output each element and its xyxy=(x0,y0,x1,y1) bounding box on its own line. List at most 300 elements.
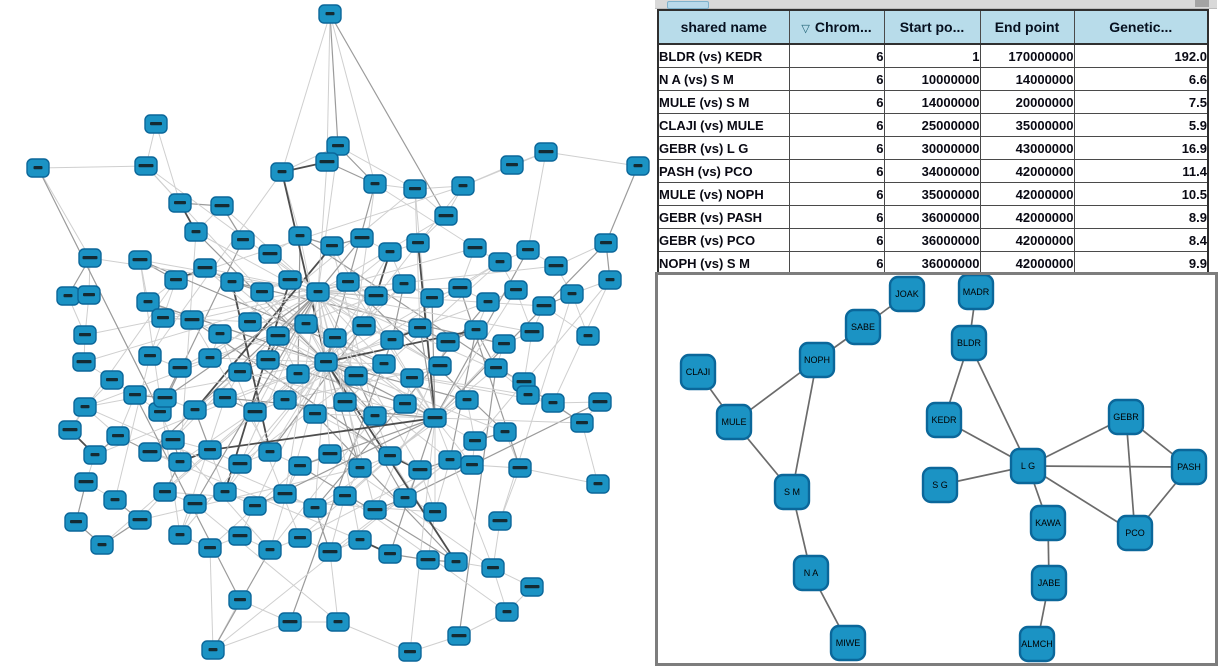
node-label xyxy=(176,533,185,536)
network-node[interactable] xyxy=(84,446,106,464)
network-node[interactable] xyxy=(501,156,523,174)
cell-value[interactable]: 1 xyxy=(884,44,980,68)
cell-value[interactable]: 42000000 xyxy=(980,206,1074,229)
node-label xyxy=(525,585,540,588)
network-node[interactable] xyxy=(229,527,251,545)
edge-attribute-table xyxy=(657,9,1209,276)
cell-value[interactable]: 36000000 xyxy=(884,229,980,252)
network-node[interactable] xyxy=(364,175,386,193)
network-node[interactable] xyxy=(409,461,431,479)
cell-value[interactable]: 25000000 xyxy=(884,114,980,137)
network-node[interactable] xyxy=(477,293,499,311)
column-header-label: Chrom... xyxy=(814,19,872,35)
cell-value[interactable]: 42000000 xyxy=(980,229,1074,252)
network-node[interactable] xyxy=(394,395,416,413)
network-node[interactable] xyxy=(417,551,439,569)
network-node[interactable] xyxy=(279,271,301,289)
cell-value[interactable]: 30000000 xyxy=(884,137,980,160)
node-label xyxy=(399,402,411,405)
cell-value[interactable]: 36000000 xyxy=(884,206,980,229)
node-label xyxy=(281,398,290,401)
network-node[interactable] xyxy=(379,545,401,563)
network-node[interactable] xyxy=(274,391,296,409)
network-node[interactable] xyxy=(185,223,207,241)
network-node[interactable] xyxy=(274,485,296,503)
network-node[interactable] xyxy=(449,279,471,297)
subnetwork-node-mule[interactable] xyxy=(717,405,751,439)
network-node[interactable] xyxy=(334,487,356,505)
network-node[interactable] xyxy=(315,353,337,371)
node-label xyxy=(294,372,303,375)
network-edge xyxy=(38,166,146,168)
cell-value[interactable]: 8.4 xyxy=(1074,229,1208,252)
network-node[interactable] xyxy=(489,512,511,530)
node-label xyxy=(234,370,246,373)
node-label xyxy=(371,414,380,417)
cell-value[interactable]: 192.0 xyxy=(1074,44,1208,68)
table-row[interactable] xyxy=(658,44,1208,68)
network-node[interactable] xyxy=(279,613,301,631)
network-node[interactable] xyxy=(91,536,113,554)
network-node[interactable] xyxy=(364,407,386,425)
node-label xyxy=(466,463,478,466)
network-node[interactable] xyxy=(345,367,367,385)
network-node[interactable] xyxy=(424,503,446,521)
subnetwork-node-kawa[interactable] xyxy=(1031,506,1065,540)
node-label xyxy=(166,438,181,441)
cell-value[interactable]: 36000000 xyxy=(884,252,980,276)
network-node[interactable] xyxy=(232,231,254,249)
cell-value[interactable]: 6.6 xyxy=(1074,68,1208,91)
subnetwork-node-gebr[interactable] xyxy=(1109,400,1143,434)
network-node[interactable] xyxy=(259,443,281,461)
node-label xyxy=(496,260,505,263)
network-node[interactable] xyxy=(535,143,557,161)
cell-shared-name[interactable]: GEBR (vs) PCO xyxy=(658,229,789,252)
subnetwork-node-madr[interactable] xyxy=(959,275,993,309)
network-node[interactable] xyxy=(464,432,486,450)
node-label xyxy=(111,498,120,501)
cell-value[interactable]: 6 xyxy=(789,44,884,68)
network-node[interactable] xyxy=(211,197,233,215)
cell-value[interactable]: 16.9 xyxy=(1074,137,1208,160)
cell-value[interactable]: 10.5 xyxy=(1074,183,1208,206)
network-node[interactable] xyxy=(154,483,176,501)
cell-shared-name[interactable]: NOPH (vs) S M xyxy=(658,252,789,276)
network-node[interactable] xyxy=(445,553,467,571)
network-node[interactable] xyxy=(244,497,266,515)
node-label xyxy=(283,278,298,281)
node-label xyxy=(349,374,364,377)
cell-shared-name[interactable]: N A (vs) S M xyxy=(658,68,789,91)
network-node[interactable] xyxy=(289,457,311,475)
node-label xyxy=(157,316,169,319)
network-node[interactable] xyxy=(139,443,161,461)
cell-value[interactable]: 14000000 xyxy=(980,68,1074,91)
cell-value[interactable]: 43000000 xyxy=(980,137,1074,160)
network-node[interactable] xyxy=(267,327,289,345)
subnetwork-node-bldr[interactable] xyxy=(952,326,986,360)
node-label xyxy=(263,252,278,255)
network-node[interactable] xyxy=(521,578,543,596)
network-node[interactable] xyxy=(461,456,483,474)
node-label xyxy=(525,330,540,333)
network-node[interactable] xyxy=(381,331,403,349)
node-label xyxy=(384,454,396,457)
network-node[interactable] xyxy=(194,259,216,277)
network-node[interactable] xyxy=(517,241,539,259)
cell-value[interactable]: 9.9 xyxy=(1074,252,1208,276)
network-node[interactable] xyxy=(545,257,567,275)
cell-value[interactable]: 11.4 xyxy=(1074,160,1208,183)
network-node[interactable] xyxy=(199,441,221,459)
table-row[interactable] xyxy=(658,114,1208,137)
network-node[interactable] xyxy=(493,335,515,353)
subnetwork-node-pco[interactable] xyxy=(1118,516,1152,550)
network-node[interactable] xyxy=(162,431,184,449)
network-node[interactable] xyxy=(319,543,341,561)
network-node[interactable] xyxy=(505,281,527,299)
cell-value[interactable]: 6 xyxy=(789,68,884,91)
network-node[interactable] xyxy=(577,327,599,345)
cell-value[interactable]: 34000000 xyxy=(884,160,980,183)
network-node[interactable] xyxy=(494,423,516,441)
subnetwork-node-almch[interactable] xyxy=(1020,627,1054,661)
network-node[interactable] xyxy=(351,229,373,247)
network-node[interactable] xyxy=(251,283,273,301)
node-label xyxy=(452,634,467,637)
node-label xyxy=(342,280,354,283)
network-node[interactable] xyxy=(259,541,281,559)
subnetwork-node-s-g[interactable] xyxy=(923,468,957,502)
network-node[interactable] xyxy=(571,414,593,432)
column-header-start-position[interactable]: Start po... xyxy=(884,10,980,44)
node-label xyxy=(233,462,248,465)
node-label xyxy=(83,256,98,259)
network-node[interactable] xyxy=(214,483,236,501)
node-label xyxy=(221,490,230,493)
table-top-scrollbar[interactable] xyxy=(655,0,1217,9)
network-node[interactable] xyxy=(73,353,95,371)
subnetwork-node-label: N A xyxy=(803,568,819,578)
network-node[interactable] xyxy=(244,403,266,421)
node-label xyxy=(594,482,603,485)
cell-value[interactable]: 6 xyxy=(789,206,884,229)
node-label xyxy=(452,560,461,563)
network-node[interactable] xyxy=(257,351,279,369)
subnetwork-node-label: GEBR xyxy=(1113,412,1139,422)
network-node[interactable] xyxy=(169,526,191,544)
network-node[interactable] xyxy=(209,325,231,343)
network-node[interactable] xyxy=(489,253,511,271)
table-row[interactable] xyxy=(658,137,1208,160)
table-row[interactable] xyxy=(658,229,1208,252)
cell-value[interactable]: 8.9 xyxy=(1074,206,1208,229)
network-node[interactable] xyxy=(145,115,167,133)
cell-value[interactable]: 20000000 xyxy=(980,91,1074,114)
cell-shared-name[interactable]: CLAJI (vs) MULE xyxy=(658,114,789,137)
cell-value[interactable]: 6 xyxy=(789,183,884,206)
network-node[interactable] xyxy=(404,180,426,198)
network-node[interactable] xyxy=(365,287,387,305)
network-node[interactable] xyxy=(165,271,187,289)
network-edge xyxy=(38,168,90,258)
network-node[interactable] xyxy=(482,559,504,577)
cell-shared-name[interactable]: GEBR (vs) L G xyxy=(658,137,789,160)
node-label xyxy=(159,490,171,493)
network-node[interactable] xyxy=(154,389,176,407)
cell-value[interactable]: 6 xyxy=(789,114,884,137)
network-node[interactable] xyxy=(74,398,96,416)
network-node[interactable] xyxy=(169,194,191,212)
network-node[interactable] xyxy=(271,163,293,181)
network-node[interactable] xyxy=(517,386,539,404)
network-node[interactable] xyxy=(401,369,423,387)
network-node[interactable] xyxy=(316,153,338,171)
cell-value[interactable]: 170000000 xyxy=(980,44,1074,68)
network-node[interactable] xyxy=(221,273,243,291)
network-node[interactable] xyxy=(139,347,161,365)
network-node[interactable] xyxy=(78,286,100,304)
column-header-genetic[interactable]: Genetic... xyxy=(1074,10,1208,44)
network-node[interactable] xyxy=(124,386,146,404)
network-node[interactable] xyxy=(439,451,461,469)
network-node[interactable] xyxy=(135,157,157,175)
node-label xyxy=(256,290,268,293)
network-node[interactable] xyxy=(407,234,429,252)
network-node[interactable] xyxy=(229,363,251,381)
network-node[interactable] xyxy=(421,289,443,307)
network-node[interactable] xyxy=(199,539,221,557)
network-node[interactable] xyxy=(184,401,206,419)
cell-shared-name[interactable]: PASH (vs) PCO xyxy=(658,160,789,183)
network-node[interactable] xyxy=(429,357,451,375)
network-node[interactable] xyxy=(448,627,470,645)
network-node[interactable] xyxy=(287,365,309,383)
network-node[interactable] xyxy=(129,511,151,529)
network-node[interactable] xyxy=(295,315,317,333)
subnetwork-node-label: MADR xyxy=(962,287,990,297)
cell-value[interactable]: 35000000 xyxy=(980,114,1074,137)
network-node[interactable] xyxy=(321,237,343,255)
scrollbar-thumb[interactable] xyxy=(667,1,709,9)
network-node[interactable] xyxy=(304,405,326,423)
network-node[interactable] xyxy=(289,227,311,245)
cell-value[interactable]: 6 xyxy=(789,229,884,252)
network-node[interactable] xyxy=(229,455,251,473)
subnetwork-node-kedr[interactable] xyxy=(927,403,961,437)
network-node[interactable] xyxy=(104,491,126,509)
network-node[interactable] xyxy=(465,321,487,339)
network-node[interactable] xyxy=(324,329,346,347)
network-node[interactable] xyxy=(65,513,87,531)
subnetwork-node-joak[interactable] xyxy=(890,277,924,311)
network-node[interactable] xyxy=(595,234,617,252)
network-node[interactable] xyxy=(589,393,611,411)
node-label xyxy=(413,468,428,471)
node-label xyxy=(283,620,298,623)
network-node[interactable] xyxy=(79,249,101,267)
network-node[interactable] xyxy=(334,393,356,411)
network-node[interactable] xyxy=(319,445,341,463)
network-node[interactable] xyxy=(464,239,486,257)
cell-shared-name[interactable]: GEBR (vs) PASH xyxy=(658,206,789,229)
cell-shared-name[interactable]: MULE (vs) NOPH xyxy=(658,183,789,206)
subnetwork-node-label: KEDR xyxy=(931,415,957,425)
subnetwork-node-l-g[interactable] xyxy=(1011,449,1045,483)
network-node[interactable] xyxy=(349,531,371,549)
network-node[interactable] xyxy=(599,271,621,289)
cell-value[interactable]: 6 xyxy=(789,160,884,183)
table-row[interactable] xyxy=(658,68,1208,91)
network-node[interactable] xyxy=(169,453,191,471)
network-node[interactable] xyxy=(437,333,459,351)
network-node[interactable] xyxy=(107,427,129,445)
network-node[interactable] xyxy=(214,389,236,407)
network-edge xyxy=(210,548,213,650)
network-node[interactable] xyxy=(137,293,159,311)
network-node[interactable] xyxy=(27,159,49,177)
filter-icon: ▽ xyxy=(801,23,810,35)
table-row[interactable] xyxy=(658,160,1208,183)
network-node[interactable] xyxy=(337,273,359,291)
network-node[interactable] xyxy=(533,297,555,315)
subnetwork-node-miwe[interactable] xyxy=(831,626,865,660)
column-header-chromosome[interactable] xyxy=(789,10,884,44)
subnetwork-node-n-a[interactable] xyxy=(794,556,828,590)
network-node[interactable] xyxy=(485,359,507,377)
table-row[interactable] xyxy=(658,183,1208,206)
cell-value[interactable]: 14000000 xyxy=(884,91,980,114)
node-label xyxy=(338,400,353,403)
network-node[interactable] xyxy=(152,309,174,327)
network-edge xyxy=(318,162,327,292)
node-label xyxy=(266,548,275,551)
subnetwork-node-label: KAWA xyxy=(1035,518,1061,528)
network-node[interactable] xyxy=(424,409,446,427)
cell-value[interactable]: 5.9 xyxy=(1074,114,1208,137)
cell-value[interactable]: 7.5 xyxy=(1074,91,1208,114)
network-node[interactable] xyxy=(587,475,609,493)
network-node[interactable] xyxy=(202,641,224,659)
network-node[interactable] xyxy=(289,529,311,547)
node-label xyxy=(81,405,90,408)
subnetwork-node-s-m[interactable] xyxy=(775,475,809,509)
cell-value[interactable]: 10000000 xyxy=(884,68,980,91)
node-label xyxy=(98,543,107,546)
cell-value[interactable]: 35000000 xyxy=(884,183,980,206)
cell-value[interactable]: 42000000 xyxy=(980,160,1074,183)
subnetwork-node-sabe[interactable] xyxy=(846,310,880,344)
node-label xyxy=(309,412,321,415)
column-header-end-point[interactable]: End point xyxy=(980,10,1074,44)
network-node[interactable] xyxy=(129,251,151,269)
node-label xyxy=(414,326,426,329)
network-node[interactable] xyxy=(456,391,478,409)
network-node[interactable] xyxy=(353,317,375,335)
cell-value[interactable]: 6 xyxy=(789,137,884,160)
network-node[interactable] xyxy=(435,207,457,225)
network-node[interactable] xyxy=(409,319,431,337)
node-label xyxy=(204,546,216,549)
network-node[interactable] xyxy=(394,489,416,507)
network-node[interactable] xyxy=(399,643,421,661)
subnetwork-node-noph[interactable] xyxy=(800,343,834,377)
network-node[interactable] xyxy=(521,323,543,341)
table-row[interactable] xyxy=(658,206,1208,229)
network-node[interactable] xyxy=(393,275,415,293)
network-node[interactable] xyxy=(199,349,221,367)
node-label xyxy=(334,620,343,623)
node-label xyxy=(522,248,534,251)
network-node[interactable] xyxy=(239,313,261,331)
cell-shared-name[interactable]: BLDR (vs) KEDR xyxy=(658,44,789,68)
network-node[interactable] xyxy=(57,287,79,305)
network-node[interactable] xyxy=(627,157,649,175)
network-node[interactable] xyxy=(452,177,474,195)
network-node[interactable] xyxy=(379,243,401,261)
network-node[interactable] xyxy=(509,459,531,477)
network-node[interactable] xyxy=(101,371,123,389)
cell-value[interactable]: 6 xyxy=(789,252,884,276)
network-node[interactable] xyxy=(74,326,96,344)
network-node[interactable] xyxy=(496,603,518,621)
network-node[interactable] xyxy=(229,591,251,609)
node-label xyxy=(472,328,481,331)
node-label xyxy=(600,241,612,244)
network-node[interactable] xyxy=(561,285,583,303)
network-node[interactable] xyxy=(75,473,97,491)
cell-value[interactable]: 42000000 xyxy=(980,252,1074,276)
cell-value[interactable]: 6 xyxy=(789,91,884,114)
subnetwork-node-label: PASH xyxy=(1177,462,1201,472)
node-label xyxy=(356,466,365,469)
scrollbar-corner xyxy=(1195,0,1209,7)
node-label xyxy=(404,650,416,653)
network-node[interactable] xyxy=(184,495,206,513)
subnetwork-node-claji[interactable] xyxy=(681,355,715,389)
network-node[interactable] xyxy=(169,359,191,377)
network-edge xyxy=(282,14,330,172)
network-node[interactable] xyxy=(259,245,281,263)
subnetwork-node-jabe[interactable] xyxy=(1032,566,1066,600)
subnetwork-node-pash[interactable] xyxy=(1172,450,1206,484)
network-node[interactable] xyxy=(349,459,371,477)
network-node[interactable] xyxy=(59,421,81,439)
node-label xyxy=(513,466,528,469)
network-node[interactable] xyxy=(542,394,564,412)
network-node[interactable] xyxy=(373,355,395,373)
node-label xyxy=(510,288,522,291)
network-node[interactable] xyxy=(327,613,349,631)
node-label xyxy=(228,280,237,283)
table-row[interactable] xyxy=(658,91,1208,114)
node-label xyxy=(368,508,383,511)
network-node[interactable] xyxy=(319,5,341,23)
network-node[interactable] xyxy=(181,311,203,329)
node-label xyxy=(112,434,124,437)
network-edge xyxy=(330,552,338,622)
network-edge xyxy=(156,124,180,203)
cell-value[interactable]: 42000000 xyxy=(980,183,1074,206)
network-node[interactable] xyxy=(379,447,401,465)
network-node[interactable] xyxy=(364,501,386,519)
network-node[interactable] xyxy=(304,499,326,517)
network-node[interactable] xyxy=(307,283,329,301)
column-header-shared-name[interactable]: shared name xyxy=(658,10,789,44)
cell-shared-name[interactable]: MULE (vs) S M xyxy=(658,91,789,114)
subnetwork-canvas[interactable] xyxy=(658,275,1215,663)
